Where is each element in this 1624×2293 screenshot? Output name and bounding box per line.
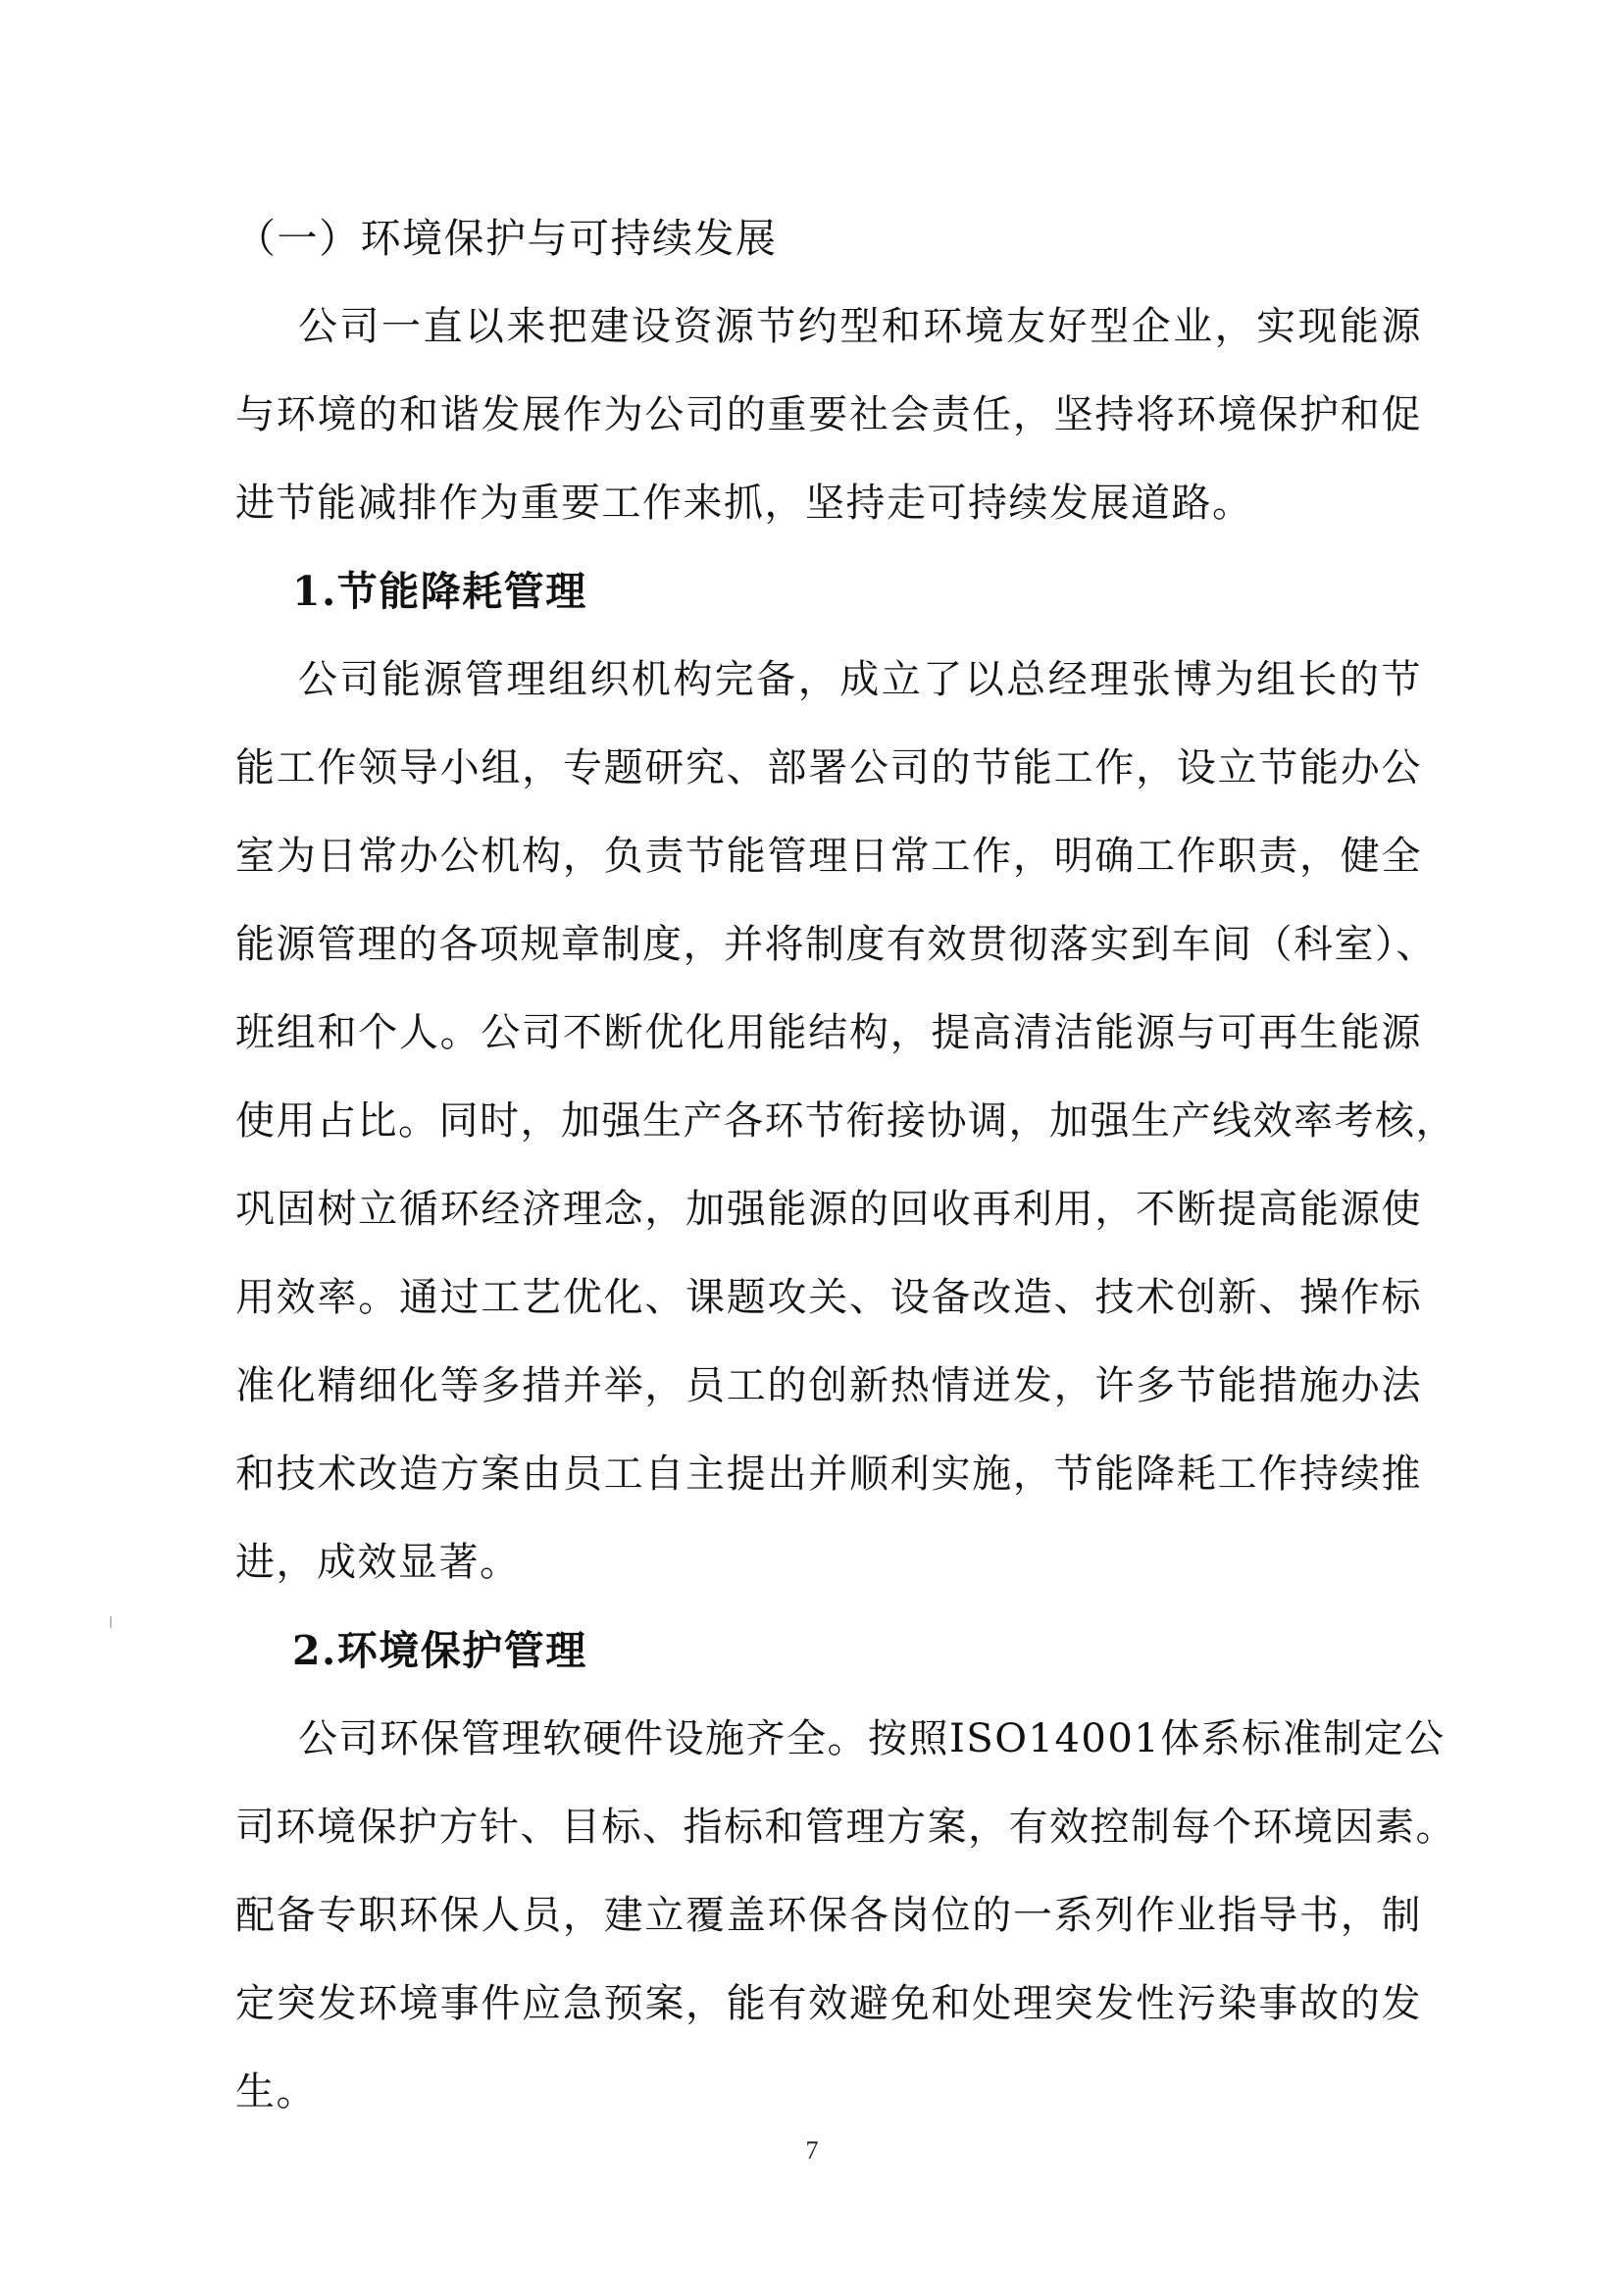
paragraph-line: 司环境保护方针、目标、指标和管理方案，有效控制每个环境因素。 (235, 1805, 1456, 1850)
paragraph-line: 配备专职环保人员，建立覆盖环保各岗位的一系列作业指导书，制 (235, 1893, 1422, 1938)
page-number: 7 (805, 2136, 819, 2165)
paragraph-line: 巩固树立循环经济理念，加强能源的回收再利用，不断提高能源使 (235, 1187, 1422, 1232)
scan-artifact (110, 1616, 112, 1628)
paragraph-line: 班组和个人。公司不断优化用能结构，提高清洁能源与可再生能源 (235, 1010, 1422, 1055)
paragraph-line: 用效率。通过工艺优化、课题攻关、设备改造、技术创新、操作标 (235, 1275, 1422, 1320)
paragraph-line: 公司能源管理组织机构完备，成立了以总经理张博为组长的节 (298, 657, 1422, 702)
paragraph-line: 使用占比。同时，加强生产各环节衔接协调，加强生产线效率考核， (235, 1098, 1456, 1144)
paragraph-line: 室为日常办公机构，负责节能管理日常工作，明确工作职责，健全 (235, 834, 1422, 879)
paragraph-line: 能源管理的各项规章制度，并将制度有效贯彻落实到车间（科室）、 (235, 922, 1437, 967)
section-heading: （一）环境保护与可持续发展 (235, 215, 778, 262)
document-body (235, 194, 1456, 2136)
subsection-heading-energy: 1.节能降耗管理 (292, 568, 587, 615)
paragraph-line: 与环境的和谐发展作为公司的重要社会责任，坚持将环境保护和促 (235, 392, 1422, 437)
paragraph-line: 公司环保管理软硬件设施齐全。按照ISO14001体系标准制定公 (298, 1716, 1446, 1761)
paragraph-line: 准化精细化等多措并举，员工的创新热情迸发，许多节能措施办法 (235, 1363, 1422, 1408)
paragraph-line: 和技术改造方案由员工自主提出并顺利实施，节能降耗工作持续推 (235, 1452, 1422, 1497)
subsection-heading-environment: 2.环境保护管理 (292, 1627, 587, 1674)
paragraph-line: 定突发环境事件应急预案，能有效避免和处理突发性污染事故的发 (235, 1981, 1422, 2026)
paragraph-line: 生。 (235, 2069, 317, 2115)
paragraph-line: 公司一直以来把建设资源节约型和环境友好型企业，实现能源 (298, 304, 1422, 349)
paragraph-line: 进节能减排作为重要工作来抓，坚持走可持续发展道路。 (235, 481, 1253, 526)
paragraph-line: 能工作领导小组，专题研究、部署公司的节能工作，设立节能办公 (235, 745, 1422, 790)
paragraph-line: 进，成效显著。 (235, 1540, 521, 1585)
